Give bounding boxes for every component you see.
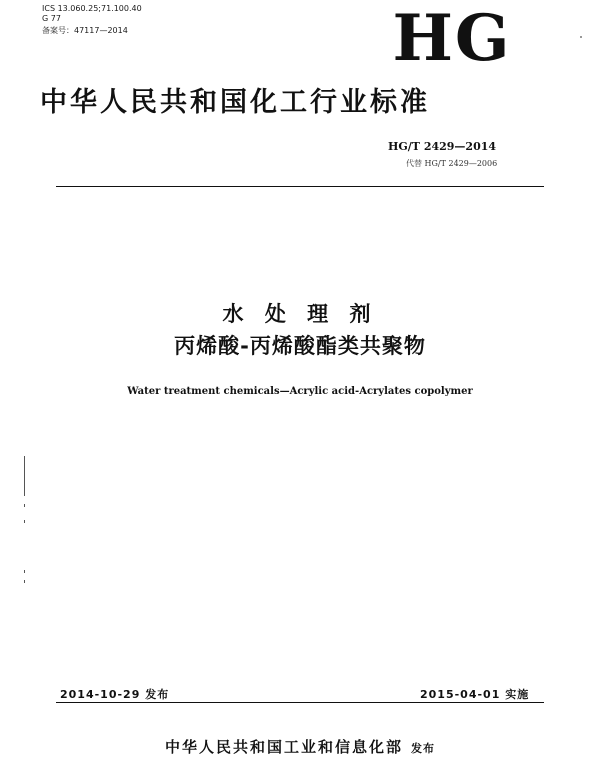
scan-speck [580,36,582,38]
issuer-name: 中华人民共和国工业和信息化部 [164,738,403,756]
margin-mark [24,570,25,573]
issuer-suffix: 发布 [411,742,435,755]
replaces-standard: 代替 HG/T 2429—2006 [406,159,498,168]
standard-type-heading: 中华人民共和国化工行业标准 [40,87,430,118]
margin-mark [24,520,25,523]
margin-mark [24,504,25,507]
document-title-line-2: 丙烯酸-丙烯酸酯类共聚物 [174,334,426,358]
hg-logo: HG [392,1,512,76]
margin-mark [24,580,25,583]
standard-number: HG/T 2429—2014 [388,140,497,153]
ics-code: ICS 13.060.25;71.100.40 [42,4,142,13]
issue-date: 2014-10-29 发布 [60,688,170,701]
document-title-line-1: 水 处 理 剂 [222,302,378,326]
implementation-date: 2015-04-01 实施 [420,688,530,701]
english-title: Water treatment chemicals—Acrylic acid-Acrylates copolymer [127,386,473,397]
top-divider [56,186,544,187]
registration-number: 备案号：47117—2014 [42,26,128,35]
margin-mark [24,456,25,496]
bottom-divider [56,702,544,703]
issuing-authority [0,736,600,757]
ccs-code: G 77 [42,14,61,23]
